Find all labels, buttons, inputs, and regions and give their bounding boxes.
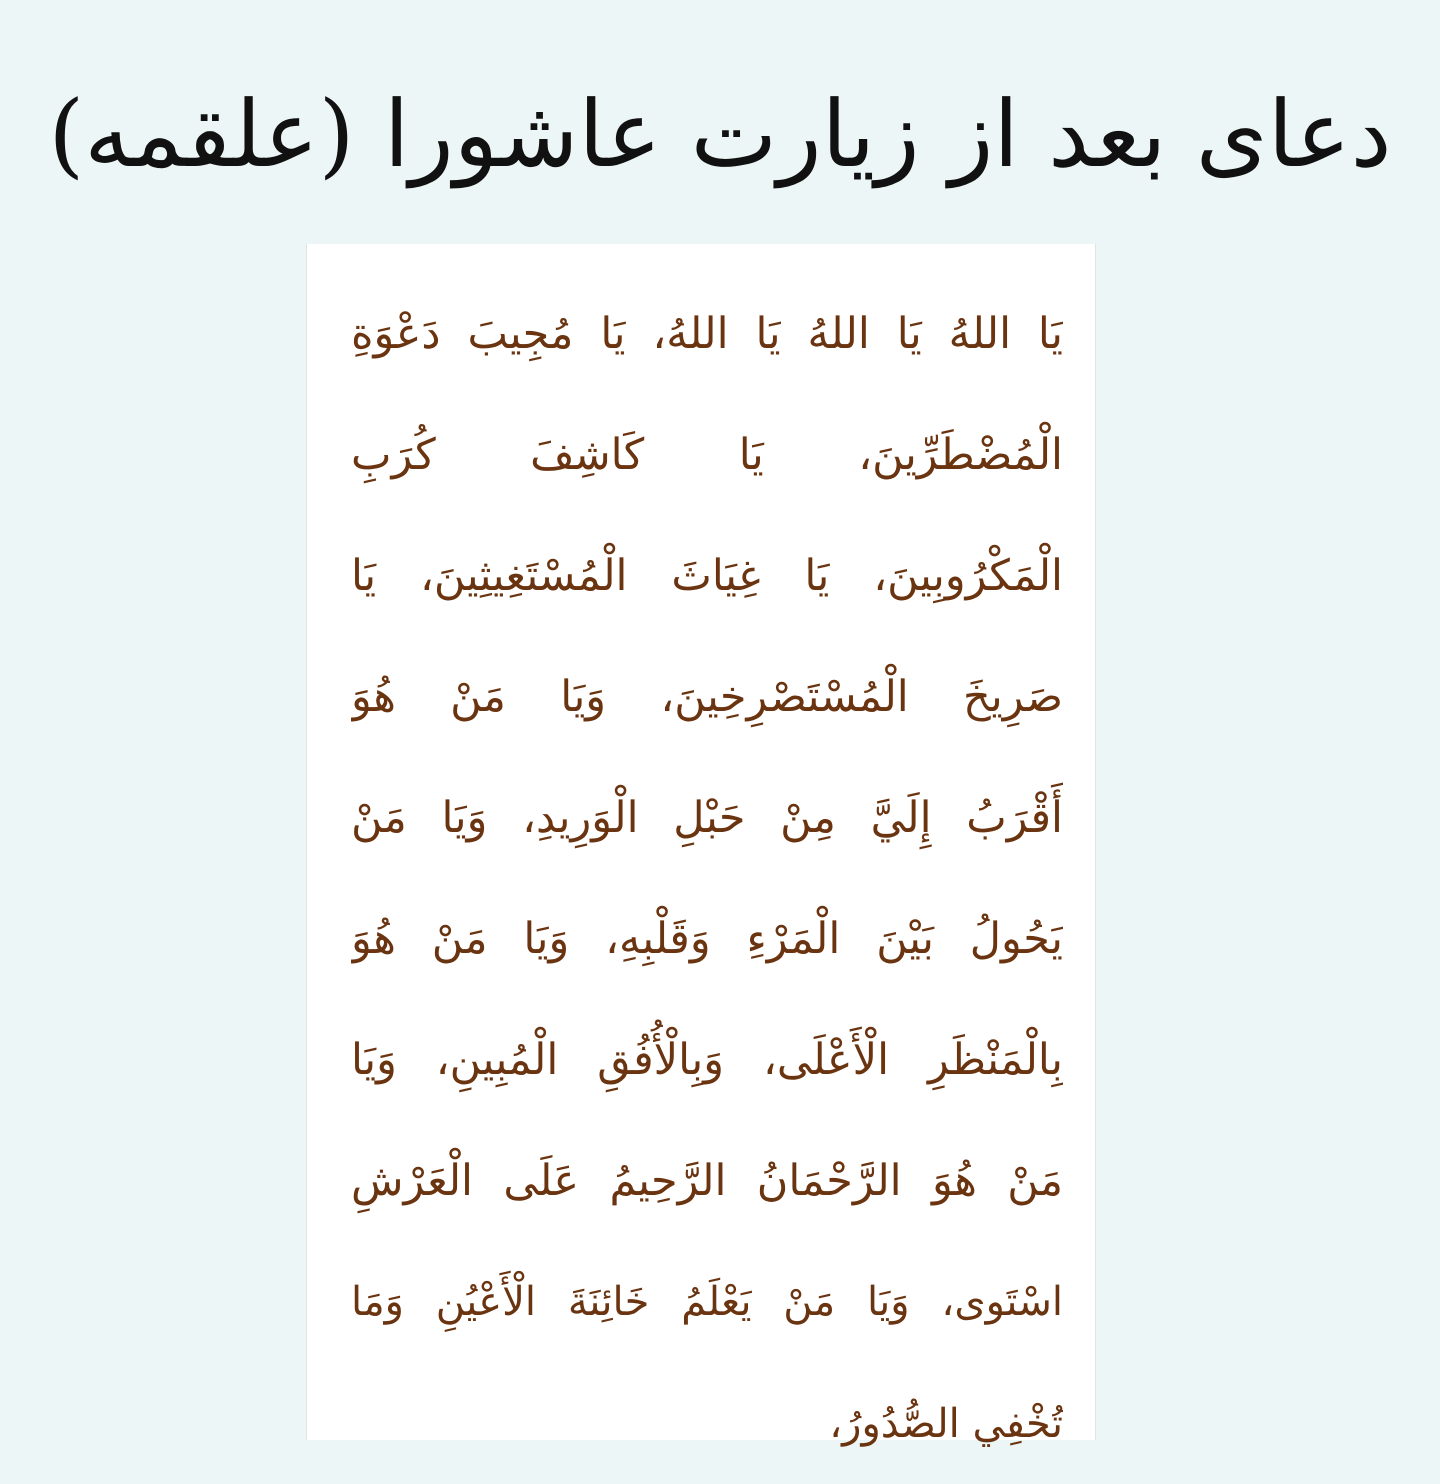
prayer-line-5: أَقْرَبُ إِلَيَّ مِنْ حَبْلِ الْوَرِيدِ، وَيَا مَنْ: [351, 793, 1063, 843]
prayer-line-1: يَا اللهُ يَا اللهُ يَا اللهُ، يَا مُجِيبَ دَعْوَةِ: [351, 309, 1063, 359]
prayer-line-3: الْمَكْرُوبِينَ، يَا غِيَاثَ الْمُسْتَغِيثِينَ، يَا: [351, 551, 1063, 601]
prayer-text: [351, 274, 1063, 1484]
prayer-line-9: اسْتَوى، وَيَا مَنْ يَعْلَمُ خَائِنَةَ الْأَعْيُنِ وَمَا: [351, 1279, 1063, 1325]
prayer-text-panel: [306, 244, 1096, 1447]
page-title: دعای بعد از زیارت عاشورا (علقمه): [48, 81, 1392, 188]
prayer-line-10: تُخْفِي الصُّدُورُ،: [829, 1400, 1063, 1447]
prayer-line-4: صَرِيخَ الْمُسْتَصْرِخِينَ، وَيَا مَنْ هُوَ: [351, 672, 1063, 722]
prayer-line-8: مَنْ هُوَ الرَّحْمَانُ الرَّحِيمُ عَلَى الْعَرْشِ: [351, 1156, 1063, 1206]
prayer-line-6: يَحُولُ بَيْنَ الْمَرْءِ وَقَلْبِهِ، وَيَا مَنْ هُوَ: [351, 914, 1063, 964]
prayer-line-7: بِالْمَنْظَرِ الْأَعْلَى، وَبِالْأُفُقِ الْمُبِينِ، وَيَا: [351, 1035, 1063, 1085]
prayer-line-2: الْمُضْطَرِّينَ، يَا كَاشِفَ كُرَبِ: [351, 430, 1063, 480]
